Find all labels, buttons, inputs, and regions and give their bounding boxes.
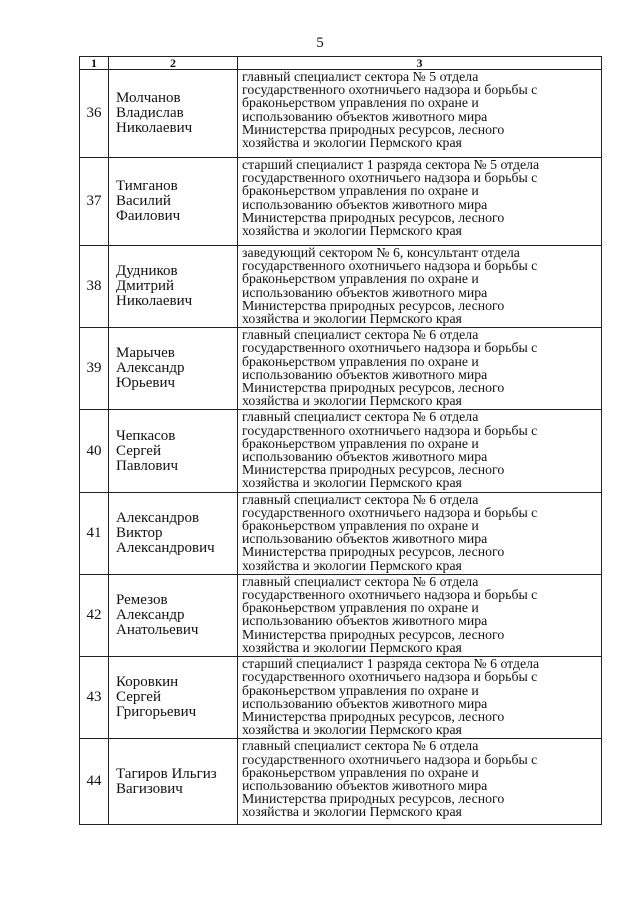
position-line: хозяйства и экологии Пермского края	[242, 135, 462, 151]
position-line: хозяйства и экологии Пермского края	[242, 311, 462, 327]
position-line: браконьерством управления по охране и	[242, 183, 479, 199]
position-line: хозяйства и экологии Пермского края	[242, 804, 462, 820]
position-line: браконьерством управления по охране и	[242, 95, 479, 111]
position-line: государственного охотничьего надзора и борьбы с	[242, 170, 538, 186]
position-line: использованию объектов животного мира	[242, 531, 488, 547]
employee-name-cell	[109, 657, 238, 739]
employee-name-line: Чепкасов	[116, 427, 176, 444]
position-line: браконьерством управления по охране и	[242, 353, 479, 369]
position-cell	[238, 328, 602, 410]
position-line: главный специалист сектора № 6 отдела	[242, 738, 479, 754]
employee-name-line: Тимганов	[116, 178, 178, 194]
position-line: использованию объектов животного мира	[242, 449, 488, 465]
table-header-row	[80, 57, 602, 70]
employee-name-line: Сергей	[116, 442, 161, 459]
position-cell	[238, 739, 602, 825]
table-row	[80, 328, 602, 410]
position-line: главный специалист сектора № 6 отдела	[242, 491, 479, 507]
table-row	[80, 410, 602, 492]
employee-name-line: Владислав	[116, 105, 184, 121]
position-line: Министерства природных ресурсов, лесного	[242, 626, 505, 642]
position-line: старший специалист 1 разряда сектора № 6 отдела	[242, 656, 540, 672]
position-line: Министерства природных ресурсов, лесного	[242, 462, 505, 478]
employee-name-cell	[109, 328, 238, 410]
position-line: использованию объектов животного мира	[242, 108, 488, 124]
position-cell	[238, 70, 602, 158]
page-number: 5	[316, 35, 324, 51]
employee-name-line: Дмитрий	[116, 278, 175, 295]
employee-name-cell	[109, 574, 238, 656]
table-row	[80, 70, 602, 158]
table-body	[80, 70, 602, 825]
position-line: Министерства природных ресурсов, лесного	[242, 708, 505, 724]
position-line: государственного охотничьего надзора и борьбы с	[242, 422, 538, 438]
position-line: государственного охотничьего надзора и борьбы с	[242, 82, 538, 98]
position-line: Министерства природных ресурсов, лесного	[242, 297, 505, 313]
employee-name-line: Николаевич	[116, 293, 193, 310]
position-line: использованию объектов животного мира	[242, 366, 488, 382]
position-cell	[238, 574, 602, 656]
employee-name-line: Николаевич	[116, 120, 193, 136]
employee-name-line: Ремезов	[116, 591, 168, 608]
position-line: использованию объектов животного мира	[242, 284, 488, 300]
employee-name-cell	[109, 739, 238, 825]
position-line: государственного охотничьего надзора и борьбы с	[242, 340, 538, 356]
position-line: использованию объектов животного мира	[242, 196, 488, 212]
employee-name-line: Дудников	[116, 263, 178, 280]
table-row	[80, 657, 602, 739]
row-number: 43	[80, 657, 109, 739]
position-line: браконьерством управления по охране и	[242, 518, 479, 534]
employee-name-cell	[109, 246, 238, 328]
position-line: браконьерством управления по охране и	[242, 600, 479, 616]
row-number: 36	[80, 70, 109, 158]
position-line: Министерства природных ресурсов, лесного	[242, 791, 505, 807]
employee-name-cell	[109, 70, 238, 158]
position-line: государственного охотничьего надзора и борьбы с	[242, 258, 538, 274]
table-row	[80, 246, 602, 328]
employee-name-line: Анатольевич	[116, 621, 199, 638]
position-line: старший специалист 1 разряда сектора № 5 отдела	[242, 157, 540, 172]
column-header-number: 1	[80, 57, 109, 70]
position-line: Министерства природных ресурсов, лесного	[242, 209, 505, 225]
employee-name-line: Юрьевич	[116, 375, 176, 392]
employee-name-line: Марычев	[116, 345, 175, 362]
employee-name-line: Коровкин	[116, 674, 179, 691]
position-cell	[238, 410, 602, 492]
employee-name-line: Сергей	[116, 689, 161, 706]
employee-name-line: Александр	[116, 606, 185, 623]
position-line: заведующий сектором № 6, консультант отдела	[242, 245, 520, 260]
position-line: главный специалист сектора № 6 отдела	[242, 327, 479, 343]
position-line: государственного охотничьего надзора и борьбы с	[242, 669, 538, 685]
position-line: хозяйства и экологии Пермского края	[242, 557, 462, 573]
position-line: государственного охотничьего надзора и борьбы с	[242, 587, 538, 603]
column-header-position: 3	[238, 57, 602, 70]
position-line: браконьерством управления по охране и	[242, 271, 479, 287]
position-line: использованию объектов животного мира	[242, 695, 488, 711]
employee-name-line: Григорьевич	[116, 704, 197, 721]
position-line: браконьерством управления по охране и	[242, 682, 479, 698]
position-line: хозяйства и экологии Пермского края	[242, 475, 462, 491]
position-line: браконьерством управления по охране и	[242, 764, 479, 780]
position-line: главный специалист сектора № 5 отдела	[242, 69, 479, 84]
employee-name-line: Фаилович	[116, 208, 181, 224]
employee-name-line: Вагизович	[116, 780, 183, 797]
row-number: 40	[80, 410, 109, 492]
employee-name-line: Павлович	[116, 457, 179, 474]
row-number: 38	[80, 246, 109, 328]
employee-name-line: Молчанов	[116, 90, 181, 106]
table-row	[80, 492, 602, 574]
position-line: государственного охотничьего надзора и борьбы с	[242, 504, 538, 520]
employee-name-line: Александрович	[116, 539, 215, 556]
position-line: хозяйства и экологии Пермского края	[242, 722, 462, 738]
position-line: хозяйства и экологии Пермского края	[242, 223, 462, 239]
employee-name-line: Александр	[116, 360, 185, 377]
row-number: 44	[80, 739, 109, 825]
position-cell	[238, 158, 602, 246]
position-line: главный специалист сектора № 6 отдела	[242, 409, 479, 425]
position-cell	[238, 246, 602, 328]
employee-name-line: Василий	[116, 193, 171, 209]
employee-name-cell	[109, 158, 238, 246]
table-row	[80, 158, 602, 246]
position-line: Министерства природных ресурсов, лесного	[242, 121, 505, 137]
row-number: 41	[80, 492, 109, 574]
position-line: браконьерством управления по охране и	[242, 435, 479, 451]
row-number: 42	[80, 574, 109, 656]
position-line: Министерства природных ресурсов, лесного	[242, 380, 505, 396]
employee-name-line: Виктор	[116, 524, 163, 541]
position-line: использованию объектов животного мира	[242, 613, 488, 629]
table-row	[80, 574, 602, 656]
position-line: главный специалист сектора № 6 отдела	[242, 573, 479, 589]
position-cell	[238, 492, 602, 574]
table-row	[80, 739, 602, 825]
position-cell	[238, 657, 602, 739]
row-number: 39	[80, 328, 109, 410]
employee-name-line: Тагиров Ильгиз	[116, 765, 217, 782]
position-line: Министерства природных ресурсов, лесного	[242, 544, 505, 560]
employee-name-line: Александров	[116, 509, 200, 526]
position-line: хозяйства и экологии Пермского края	[242, 639, 462, 655]
position-line: государственного охотничьего надзора и борьбы с	[242, 751, 538, 767]
position-line: хозяйства и экологии Пермского края	[242, 393, 462, 409]
column-header-name: 2	[109, 57, 238, 70]
staff-table	[79, 56, 602, 825]
employee-name-cell	[109, 492, 238, 574]
row-number: 37	[80, 158, 109, 246]
employee-name-cell	[109, 410, 238, 492]
position-line: использованию объектов животного мира	[242, 777, 488, 793]
